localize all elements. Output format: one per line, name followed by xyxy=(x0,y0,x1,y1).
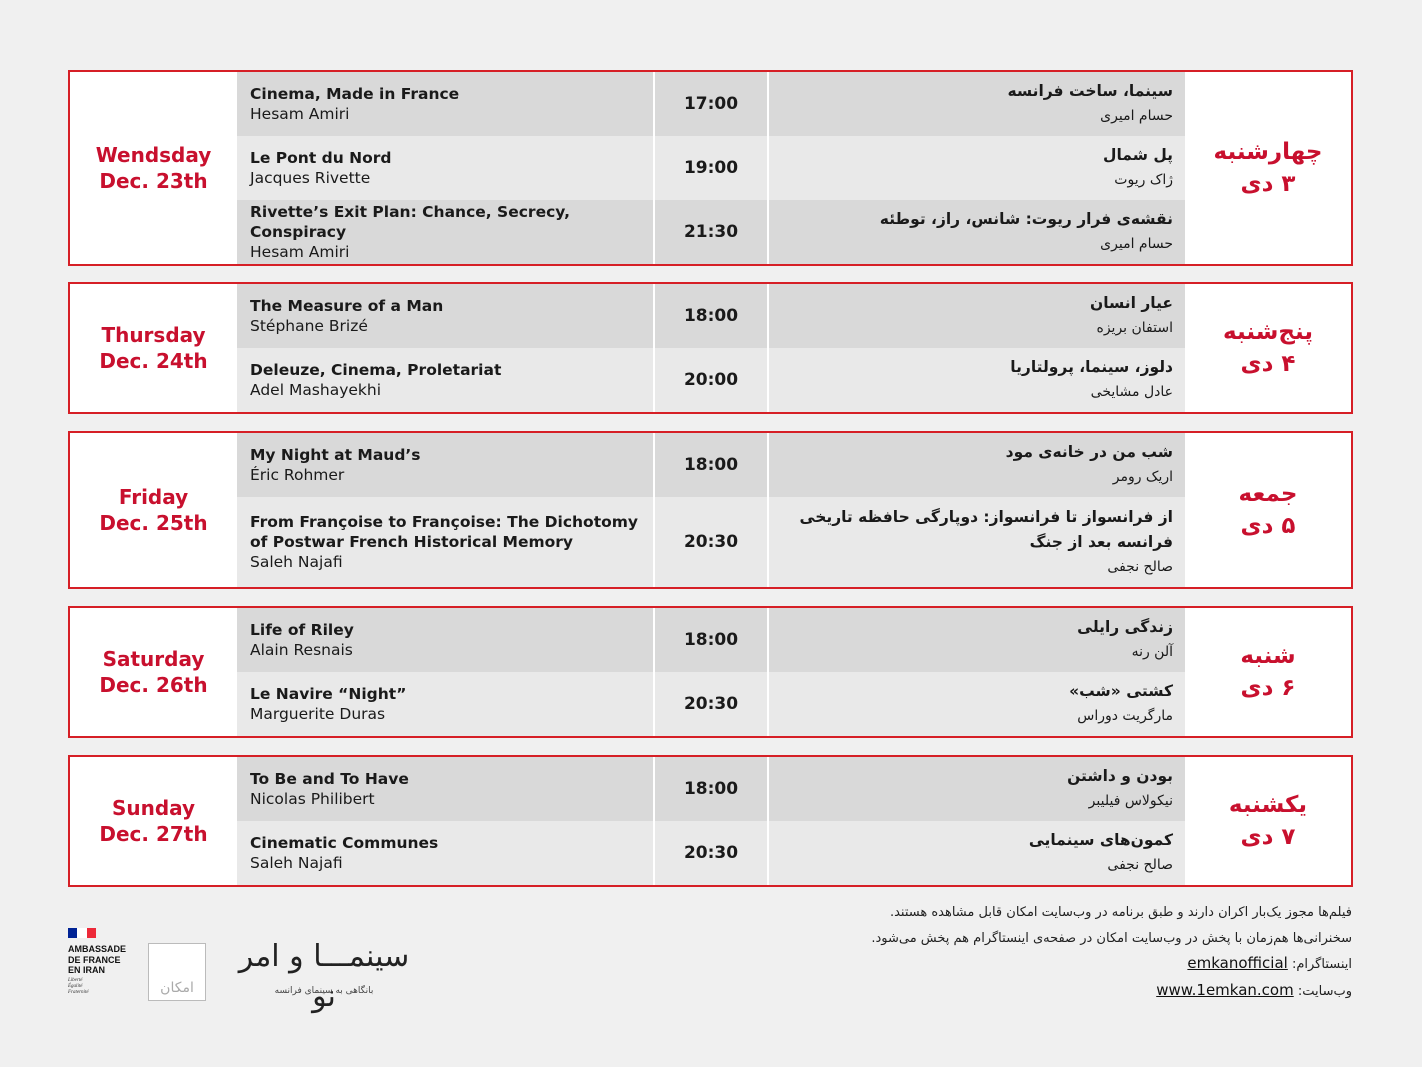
screenings xyxy=(237,757,1185,885)
person-fa: نیکولاس فیلیبر xyxy=(1088,793,1173,809)
day-label-en xyxy=(70,72,237,264)
title-fa: نقشه‌ی فرار ریوت: شانس، راز، توطئه xyxy=(879,210,1173,228)
screening-row xyxy=(237,136,1185,200)
weekday-fa: چهارشنبه xyxy=(1213,139,1323,165)
date-fa: ۷ دی xyxy=(1240,824,1296,850)
day-label-fa xyxy=(1185,72,1351,264)
title-fa: پل شمال xyxy=(1103,146,1173,164)
instagram-line xyxy=(752,951,1352,978)
title-fa: کمون‌های سینمایی xyxy=(1028,831,1173,849)
screening-fa xyxy=(769,200,1185,264)
person-en: Jacques Rivette xyxy=(250,169,371,187)
cinema-logo-subtitle: بانگاهی به سینمای فرانسه xyxy=(274,986,374,996)
title-en: Cinematic Communes xyxy=(250,834,439,852)
footer-notes xyxy=(752,900,1352,1004)
screening-time: 18:00 xyxy=(655,608,767,672)
weekday-fa: جمعه xyxy=(1238,481,1298,507)
screening-en xyxy=(237,72,653,136)
title-en: Rivette’s Exit Plan: Chance, Secrecy, Conspiracy xyxy=(250,203,571,241)
day-block xyxy=(68,282,1353,414)
screening-time: 20:30 xyxy=(655,821,767,885)
person-en: Marguerite Duras xyxy=(250,705,386,723)
screening-fa xyxy=(769,72,1185,136)
french-flag-icon xyxy=(68,928,96,938)
screening-row xyxy=(237,72,1185,136)
person-fa: آلن رنه xyxy=(1131,644,1173,660)
title-en: Cinema, Made in France xyxy=(250,85,460,103)
person-en: Nicolas Philibert xyxy=(250,790,375,808)
weekday-en: Saturday xyxy=(102,647,205,671)
screenings xyxy=(237,284,1185,412)
day-label-fa xyxy=(1185,284,1351,412)
embassy-motto xyxy=(68,978,89,996)
screening-en xyxy=(237,821,653,885)
date-en: Dec. 23th xyxy=(99,169,208,193)
title-fa: بودن و داشتن xyxy=(1067,767,1173,785)
screening-en xyxy=(237,200,653,264)
screening-row xyxy=(237,200,1185,264)
emkan-logo: امکان xyxy=(148,943,206,1001)
title-fa: کشتی «شب» xyxy=(1069,682,1173,700)
weekday-en: Friday xyxy=(118,485,189,509)
person-fa: صالح نجفی xyxy=(1107,558,1173,575)
screening-fa xyxy=(769,433,1185,497)
weekday-fa: یکشنبه xyxy=(1228,792,1308,818)
day-label-en xyxy=(70,608,237,736)
screening-fa xyxy=(769,672,1185,736)
person-fa: استفان بریزه xyxy=(1096,320,1173,336)
screening-fa xyxy=(769,348,1185,412)
day-label-fa xyxy=(1185,608,1351,736)
embassy-line: DE FRANCE xyxy=(68,954,121,965)
screening-en xyxy=(237,608,653,672)
weekday-en: Thursday xyxy=(101,323,206,347)
date-en: Dec. 25th xyxy=(99,511,208,535)
title-en: Le Navire “Night” xyxy=(250,685,407,703)
screening-time: 18:00 xyxy=(655,433,767,497)
screening-row xyxy=(237,672,1185,736)
weekday-en: Wendsday xyxy=(95,143,212,167)
screening-fa xyxy=(769,497,1185,587)
screening-row xyxy=(237,608,1185,672)
person-en: Alain Resnais xyxy=(250,641,353,659)
screening-time: 18:00 xyxy=(655,284,767,348)
screening-row xyxy=(237,757,1185,821)
person-en: Stéphane Brizé xyxy=(250,317,368,335)
screening-time: 18:00 xyxy=(655,757,767,821)
person-fa: حسام امیری xyxy=(1100,108,1173,124)
website-label: وب‌سایت: xyxy=(1297,983,1352,999)
screening-time: 20:30 xyxy=(655,497,767,587)
screening-fa xyxy=(769,608,1185,672)
screenings xyxy=(237,608,1185,736)
day-label-en xyxy=(70,433,237,587)
screening-time: 19:00 xyxy=(655,136,767,200)
screenings xyxy=(237,72,1185,264)
date-en: Dec. 26th xyxy=(99,673,208,697)
screening-en xyxy=(237,284,653,348)
person-fa: اریک رومر xyxy=(1112,469,1173,485)
title-fa: عیار انسان xyxy=(1089,294,1173,312)
person-fa: ژاک ریوت xyxy=(1114,172,1173,188)
person-fa: صالح نجفی xyxy=(1107,857,1173,873)
title-fa: از فرانسواز تا فرانسواز: دوپارگی حافظه تاریخی فرانسه بعد از جنگ xyxy=(799,507,1173,551)
screening-row xyxy=(237,348,1185,412)
title-en: The Measure of a Man xyxy=(250,297,444,315)
date-fa: ۴ دی xyxy=(1240,351,1296,377)
embassy-line: EN IRAN xyxy=(68,965,106,975)
person-en: Hesam Amiri xyxy=(250,243,350,261)
footer-line-2: سخنرانی‌ها هم‌زمان با پخش در وب‌سایت امکان در صفحه‌ی اینستاگرام هم پخش می‌شود. xyxy=(871,930,1352,946)
date-fa: ۳ دی xyxy=(1240,171,1296,197)
screening-time: 20:30 xyxy=(655,672,767,736)
screening-row xyxy=(237,284,1185,348)
screening-en xyxy=(237,433,653,497)
date-fa: ۶ دی xyxy=(1240,675,1296,701)
instagram-label: اینستاگرام: xyxy=(1291,957,1352,972)
screening-fa xyxy=(769,757,1185,821)
screening-en xyxy=(237,757,653,821)
screening-en xyxy=(237,348,653,412)
screening-time: 20:00 xyxy=(655,348,767,412)
screening-fa xyxy=(769,136,1185,200)
title-fa: دلوز، سینما، پرولتاریا xyxy=(1010,358,1173,376)
screening-time: 21:30 xyxy=(655,200,767,264)
person-en: Adel Mashayekhi xyxy=(250,381,382,399)
motto-line: Liberté xyxy=(68,978,83,983)
title-en: Deleuze, Cinema, Proletariat xyxy=(250,361,502,379)
title-fa: شب من در خانه‌ی مود xyxy=(1005,443,1173,461)
instagram-link[interactable]: emkanofficial xyxy=(1187,954,1288,972)
day-block xyxy=(68,755,1353,887)
screening-fa xyxy=(769,821,1185,885)
person-en: Éric Rohmer xyxy=(250,466,345,484)
day-label-en xyxy=(70,284,237,412)
motto-line: Égalité xyxy=(68,984,83,989)
title-en: Le Pont du Nord xyxy=(250,149,392,167)
day-label-fa xyxy=(1185,757,1351,885)
person-en: Saleh Najafi xyxy=(250,553,343,571)
cinema-logo: سینمـــا و امر نو xyxy=(238,939,410,1014)
title-fa: زندگی رایلی xyxy=(1077,618,1173,636)
day-label-en xyxy=(70,757,237,885)
weekday-en: Sunday xyxy=(111,796,196,820)
website-link[interactable]: www.1emkan.com xyxy=(1156,980,1294,999)
date-en: Dec. 24th xyxy=(99,349,208,373)
person-fa: مارگریت دوراس xyxy=(1077,708,1173,724)
screening-row xyxy=(237,433,1185,497)
screening-en xyxy=(237,136,653,200)
screening-time: 17:00 xyxy=(655,72,767,136)
weekday-fa: پنج‌شنبه xyxy=(1223,319,1313,345)
day-block xyxy=(68,431,1353,589)
title-en: From Françoise to Françoise: The Dichotomy of Postwar French Historical Memory xyxy=(250,513,639,551)
person-fa: عادل مشایخی xyxy=(1090,384,1173,400)
date-fa: ۵ دی xyxy=(1240,513,1296,539)
day-block xyxy=(68,70,1353,266)
screening-fa xyxy=(769,284,1185,348)
date-en: Dec. 27th xyxy=(99,822,208,846)
website-line xyxy=(752,978,1352,1005)
weekday-fa: شنبه xyxy=(1240,643,1296,669)
title-fa: سینما، ساخت فرانسه xyxy=(1007,82,1173,100)
person-en: Hesam Amiri xyxy=(250,105,350,123)
footer-line-1: فیلم‌ها مجوز یک‌بار اکران دارند و طبق برنامه در وب‌سایت امکان قابل مشاهده هستند. xyxy=(889,905,1352,920)
screening-en xyxy=(237,497,653,587)
title-en: My Night at Maud’s xyxy=(250,446,421,464)
person-en: Saleh Najafi xyxy=(250,854,343,872)
embassy-line: AMBASSADE xyxy=(68,944,127,954)
screening-row xyxy=(237,497,1185,587)
screening-en xyxy=(237,672,653,736)
title-en: Life of Riley xyxy=(250,621,354,639)
person-fa: حسام امیری xyxy=(1100,236,1173,252)
screening-row xyxy=(237,821,1185,885)
day-block xyxy=(68,606,1353,738)
motto-line: Fraternité xyxy=(68,990,89,995)
screenings xyxy=(237,433,1185,587)
day-label-fa xyxy=(1185,433,1351,587)
title-en: To Be and To Have xyxy=(250,770,409,788)
embassy-logo xyxy=(68,944,126,976)
